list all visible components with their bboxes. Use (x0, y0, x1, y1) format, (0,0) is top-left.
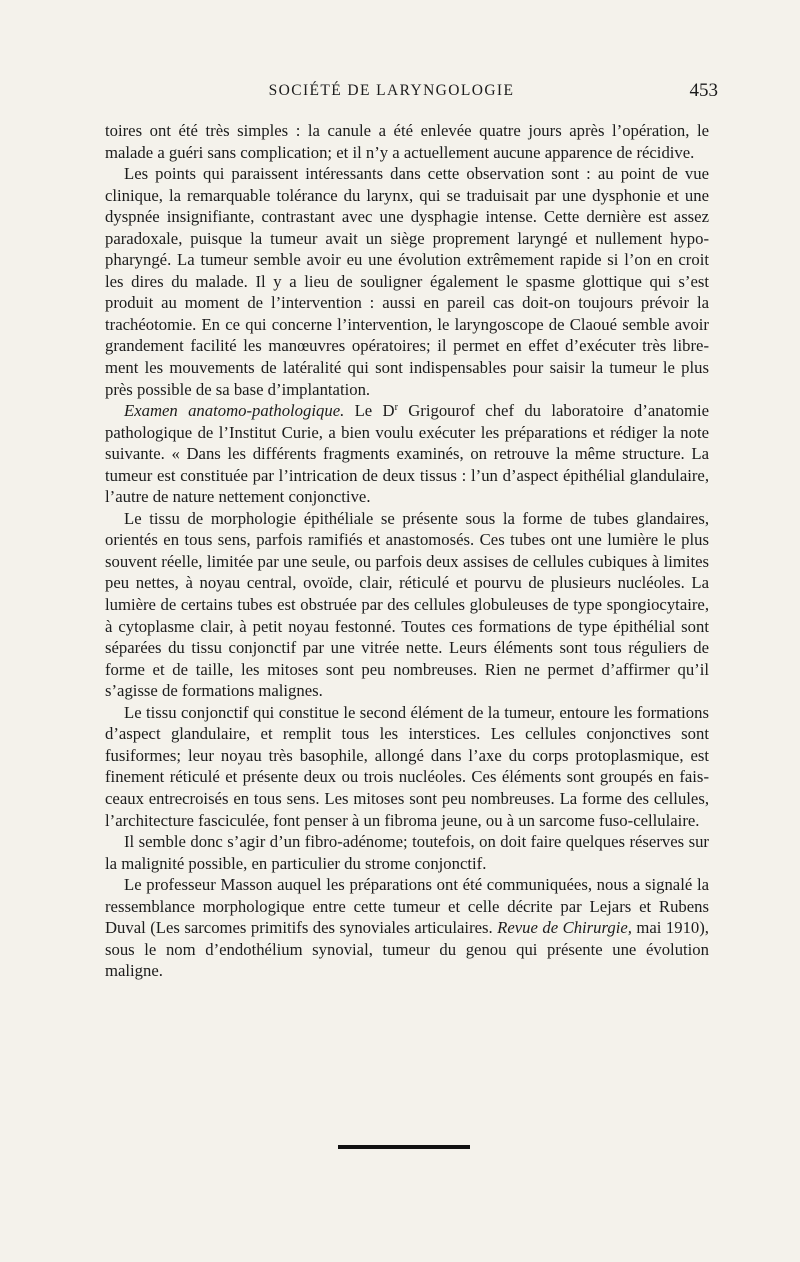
paragraph-connective-tissue: Le tissu conjonctif qui constitue le second élément de la tumeur, entoure les formations d’aspect glandulaire, et remplit tous les interstices. Les cellules conjonctives sont fusiformes; leur noyau très basophile, allongé dans l’axe du corps protoplasmique, est finement réticulé et présente deux ou trois nucléoles. Ces éléments sont groupés en faisceaux entrecroisés en tous sens. Les mitoses sont peu nombreuses. La forme des cellules, l’architecture fasciculée, font penser à un fibroma jeune, ou à un sarcome fuso-cellulaire. (105, 702, 709, 830)
paragraph-discussion: Les points qui paraissent intéressants dans cette observation sont : au point de vue clinique, la remarquable tolérance du larynx, qui se traduisait par une dysphonie et une dyspnée insignifiante, contrastant avec une dysphagie intense. Cette dernière est assez paradoxale, puisque la tumeur avait un siège proprement laryngé et nullement hypopharyngé. La tumeur semble avoir eu une évolution extrêmement rapide si l’on en croit les dires du malade. Il y a lieu de souligner également le spasme glottique qui s’est produit au moment de l’intervention : aussi en pareil cas doit-on toujours prévoir la trachéotomie. En ce qui concerne l’intervention, le laryngoscope de Claoué semble avoir grandement facilité les manœuvres opératoires; il permet en effet d’exécuter très librement les mouvements de latéralité qui sont indispensables pour saisir la tumeur le plus près possible de sa base d’implantation. (105, 164, 709, 399)
paragraph-epithelial-tissue: Le tissu de morphologie épithéliale se présente sous la forme de tubes glandaires, orientés en tous sens, parfois ramifiés et anastomosés. Ces tubes ont une lumière le plus souvent réelle, limitée par une seule, ou parfois deux assises de cellules cubiques à limites peu nettes, à noyau central, ovoïde, clair, réticulé et pourvu de plusieurs nucléoles. La lumière de certains tubes est obstruée par des cellules globuleuses de type spongiocytaire, à cytoplasme clair, à petit noyau festonné. Toutes ces formations de type épithélial sont séparées du tissu conjonctif par une vitrée nette. Leurs éléments sont tous réguliers de forme et de taille, les mitoses sont peu nombreuses. Rien ne permet d’affirmer qu’il s’agisse de formations malignes. (105, 508, 709, 701)
masson-text-start: Le professeur Masson auquel les préparations ont été communiquées, nous a signalé la ressemblance morphologique entre cette tumeur et celle décrite par Lejars et Rubens Duval (Les sarcomes primitifs des synoviales articulaires. (105, 875, 709, 938)
paragraph-masson (105, 874, 709, 982)
paragraph-conclusion: Il semble donc s’agir d’un fibro-adénome; toutefois, on doit faire quelques réserves sur la malignité possible, en particulier du strome conjonctif. (105, 832, 709, 873)
exam-text-start: Le D (344, 401, 395, 421)
page-number: 453 (689, 80, 718, 101)
paragraph-exam (105, 400, 709, 508)
masson-text-end: mai 1910), sous le nom d’endothélium synovial, tumeur du genou qui présente une évolution maligne. (105, 918, 709, 981)
body-text (105, 120, 709, 982)
running-header (105, 80, 718, 104)
exam-heading: Examen anatomo-pathologique. (124, 401, 345, 421)
journal-title: Revue de Chirurgie, (497, 918, 632, 938)
exam-text: Grigourof chef du laboratoire d’anatomie pathologique de l’Institut Curie, a bien voulu exécuter les préparations et rédiger la note suivante. « Dans les différents fragments examinés, on retrouve la même structure. La tumeur est constituée par l’intrication de deux tissus : l’un d’aspect épithélial glandulaire, l’autre de nature nettement conjonctive. (105, 401, 709, 507)
running-title: SOCIÉTÉ DE LARYNGOLOGIE (268, 82, 515, 99)
doctor-superscript: r (394, 402, 398, 414)
paragraph-continuation: toires ont été très simples : la canule a été enlevée quatre jours après l’opération, le malade a guéri sans complication; et il n’y a actuellement aucune apparence de récidive. (105, 121, 709, 162)
end-rule (338, 1145, 470, 1149)
